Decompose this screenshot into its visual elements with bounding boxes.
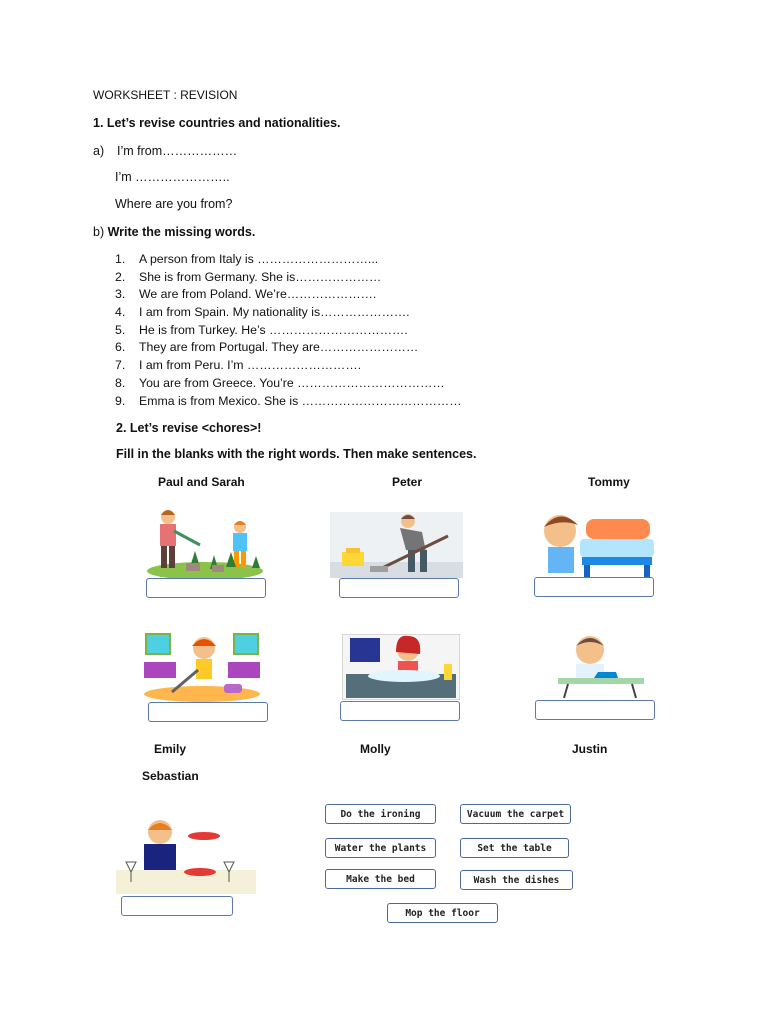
- word-water-the-plants[interactable]: Water the plants: [325, 838, 436, 858]
- part-a-line-3: Where are you from?: [115, 197, 233, 211]
- name-molly: Molly: [360, 742, 391, 756]
- part-a-line-2: I’m …………………..: [115, 170, 230, 184]
- answer-box-tommy[interactable]: [534, 577, 654, 597]
- name-paul-and-sarah: Paul and Sarah: [158, 475, 245, 489]
- word-do-the-ironing[interactable]: Do the ironing: [325, 804, 436, 824]
- word-wash-the-dishes[interactable]: Wash the dishes: [460, 870, 573, 890]
- vacuuming-picture: [142, 632, 262, 704]
- part-b-heading: [93, 225, 255, 239]
- making-bed-picture: [528, 507, 658, 579]
- part-b-title: Write the missing words.: [107, 225, 256, 239]
- mopping-picture: [330, 512, 463, 578]
- word-mop-the-floor[interactable]: Mop the floor: [387, 903, 498, 923]
- word-make-the-bed[interactable]: Make the bed: [325, 869, 436, 889]
- ironing-picture: [556, 628, 646, 700]
- setting-table-picture: [116, 816, 256, 894]
- list-item: 3. We are from Poland. We’re………………….: [115, 287, 377, 302]
- part-a-label: a): [93, 144, 105, 158]
- list-item: 5. He is from Turkey. He’s …………………………….: [115, 322, 408, 337]
- answer-box-peter[interactable]: [339, 578, 459, 598]
- list-item: 9. Emma is from Mexico. She is …………………………………: [115, 393, 462, 408]
- name-emily: Emily: [154, 742, 187, 756]
- word-vacuum-the-carpet[interactable]: Vacuum the carpet: [460, 804, 571, 824]
- answer-box-justin[interactable]: [535, 700, 655, 720]
- name-sebastian: Sebastian: [142, 769, 199, 783]
- section2-instruction: Fill in the blanks with the right words. Then make sentences.: [116, 447, 477, 461]
- list-item: 6. They are from Portugal. They are……………………: [115, 340, 419, 355]
- name-justin: Justin: [572, 742, 608, 756]
- name-tommy: Tommy: [588, 475, 630, 489]
- list-item: 1. A person from Italy is ………………………...: [115, 252, 379, 266]
- part-a-line-1: I’m from………………: [117, 144, 238, 158]
- section2-heading: 2. Let’s revise <chores>!: [116, 421, 262, 435]
- list-item: 4. I am from Spain. My nationality is………………….: [115, 305, 410, 320]
- washing-dishes-picture: [342, 634, 460, 700]
- list-item: 2. She is from Germany. She is…………………: [115, 269, 382, 284]
- list-item: 7. I am from Peru. I’m ……………………….: [115, 358, 362, 373]
- missing-words-list: [115, 251, 462, 410]
- answer-box-molly[interactable]: [340, 701, 460, 721]
- answer-box-emily[interactable]: [148, 702, 268, 722]
- answer-box-paul-and-sarah[interactable]: [146, 578, 266, 598]
- part-b-label: b): [93, 225, 105, 239]
- answer-box-sebastian[interactable]: [121, 896, 233, 916]
- watering-plants-picture: [140, 505, 270, 580]
- word-set-the-table[interactable]: Set the table: [460, 838, 569, 858]
- section1-heading: 1. Let’s revise countries and nationalities.: [93, 116, 341, 130]
- worksheet-title: WORKSHEET : REVISION: [93, 88, 238, 102]
- name-peter: Peter: [392, 475, 423, 489]
- list-item: 8. You are from Greece. You’re ………………………………: [115, 375, 445, 390]
